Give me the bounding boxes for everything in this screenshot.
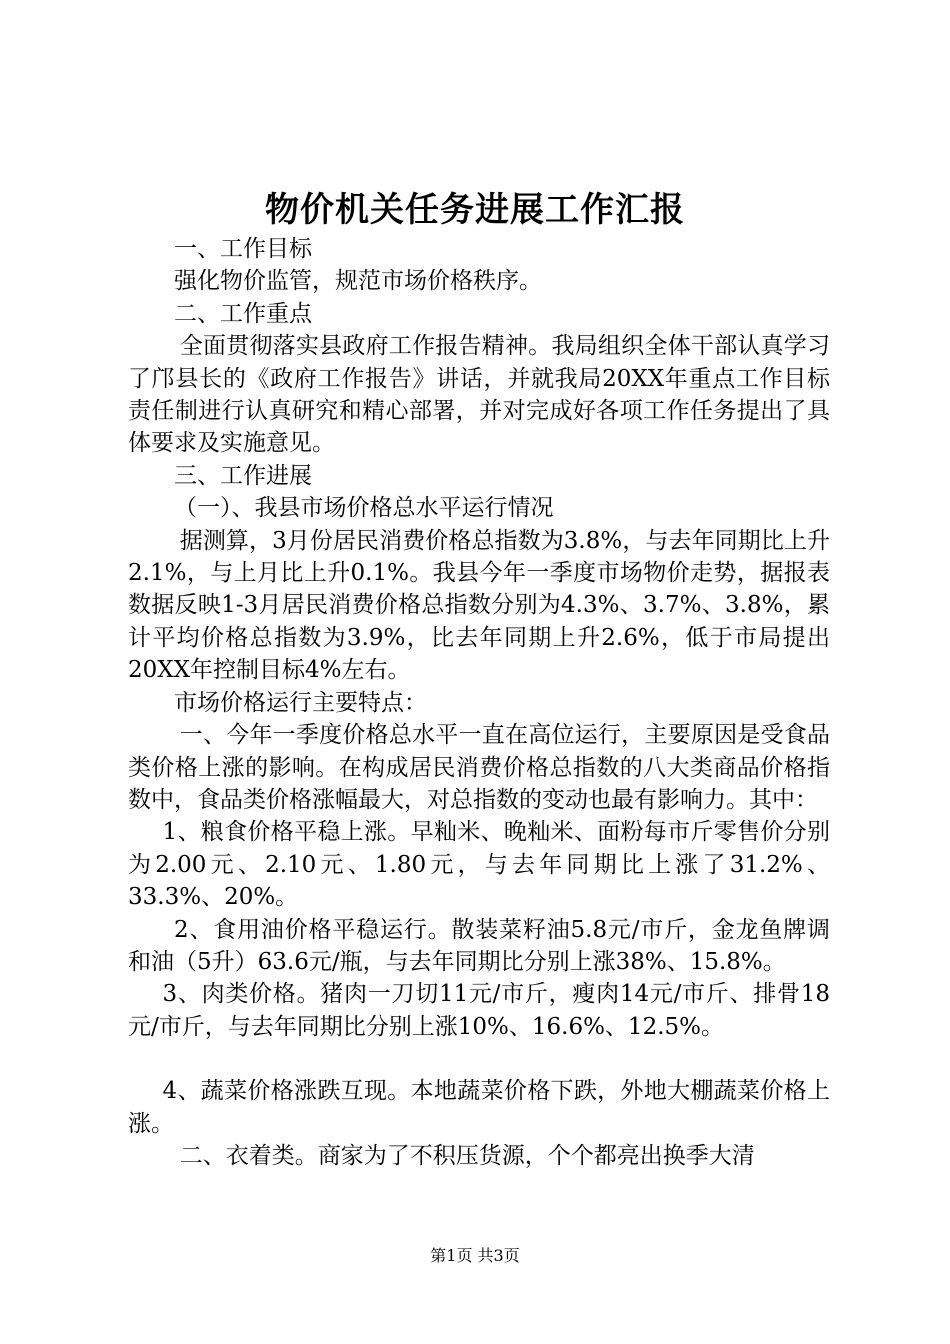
paragraph-features-intro: 市场价格运行主要特点：: [174, 689, 427, 716]
subsection-heading-price-level: （一）、我县市场价格总水平运行情况: [174, 495, 554, 522]
page-footer: 第1页 共3页: [430, 1246, 520, 1265]
document-body: [128, 233, 830, 1172]
paragraph-vegetables: 4、蔬菜价格涨跌互现。本地蔬菜价格下跌，外地大棚蔬菜价格上涨。: [128, 1078, 830, 1137]
paragraph-grain: 1、粮食价格平稳上涨。早籼米、晚籼米、面粉每市斤零售价分别为2.00元、2.10元、1.80元，与去年同期比上涨了31.2%、33.3%、20%。: [128, 819, 830, 911]
paragraph-price-index: 据测算，3月份居民消费价格总指数为3.8%，与去年同期比上升2.1%，与上月比上升0.1%。我县今年一季度市场物价走势，据报表数据反映1-3月居民消费价格总指数分别为4.3%、3.7%、3.8%，累计平均价格总指数为3.9%，比去年同期上升2.6%，低于市局提出20XX年控制目标4%左右。: [128, 527, 830, 684]
paragraph-goal: 强化物价监管，规范市场价格秩序。: [174, 268, 542, 295]
blank-line: [128, 1043, 830, 1075]
paragraph-oil: 2、食用油价格平稳运行。散装菜籽油5.8元/市斤，金龙鱼牌调和油（5升）63.6元/瓶，与去年同期比分别上涨38%、15.8%。: [128, 916, 830, 975]
paragraph-meat: 3、肉类价格。猪肉一刀切11元/市斤，瘦肉14元/市斤、排骨18元/市斤，与去年同期比分别上涨10%、16.6%、12.5%。: [128, 981, 830, 1040]
section-heading-focus: 二、工作重点: [174, 300, 312, 327]
paragraph-focus: 全面贯彻落实县政府工作报告精神。我局组织全体干部认真学习了邝县长的《政府工作报告》讲话，并就我局20XX年重点工作目标责任制进行认真研究和精心部署，并对完成好各项工作任务提出了具体要求及实施意见。: [128, 333, 830, 457]
paragraph-clothing: 二、衣着类。商家为了不积压货源，个个都亮出换季大清: [179, 1142, 755, 1169]
section-heading-goal: 一、工作目标: [174, 236, 312, 262]
document-title: 物价机关任务进展工作汇报: [265, 190, 685, 230]
paragraph-feature-food: 一、今年一季度价格总水平一直在高位运行，主要原因是受食品类价格上涨的影响。在构成居民消费价格总指数的八大类商品价格指数中，食品类价格涨幅最大，对总指数的变动也最有影响力。其中：: [128, 722, 830, 813]
section-heading-progress: 三、工作进展: [174, 462, 312, 489]
